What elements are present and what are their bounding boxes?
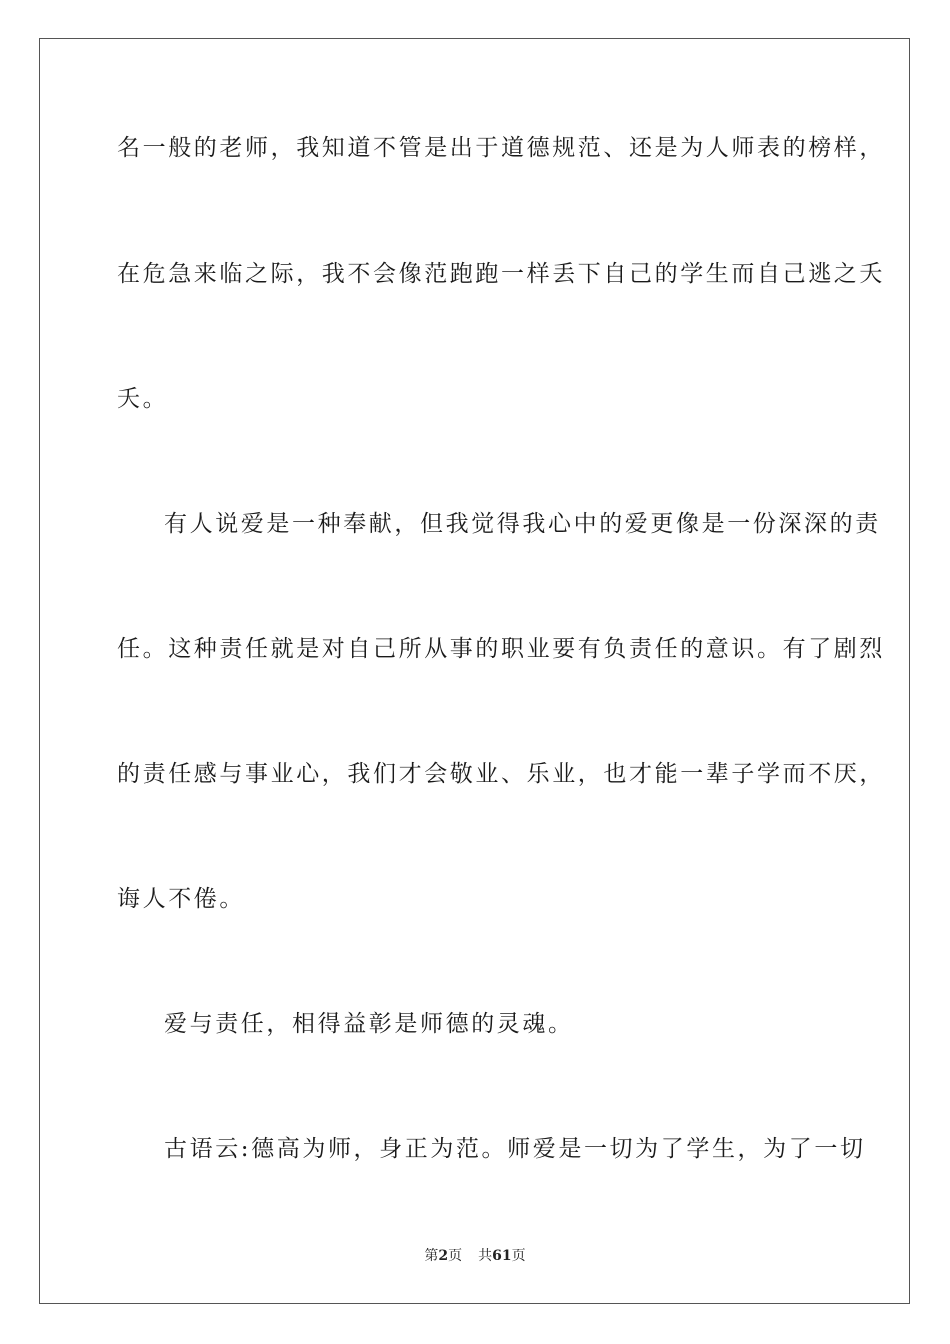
text-line-5: 任。这种责任就是对自己所从事的职业要有负责任的意识。有了剧烈 [117, 636, 885, 662]
page-prefix: 第 [424, 1248, 439, 1264]
total-prefix: 共 [478, 1248, 493, 1264]
text-line-3: 夭。 [117, 386, 169, 412]
text-line-1: 名一般的老师，我知道不管是出于道德规范、还是为人师表的榜样， [117, 135, 885, 161]
text-line-4: 有人说爱是一种奉献，但我觉得我心中的爱更像是一份深深的责 [164, 511, 881, 537]
page-suffix: 页 [448, 1248, 463, 1264]
total-pages: 61 [492, 1248, 512, 1264]
total-suffix: 页 [511, 1248, 526, 1264]
text-line-9: 古语云:德高为师，身正为范。师爱是一切为了学生，为了一切 [164, 1136, 866, 1162]
text-line-2: 在危急来临之际，我不会像范跑跑一样丢下自己的学生而自己逃之夭 [117, 261, 885, 287]
text-line-7: 诲人不倦。 [117, 886, 245, 912]
page-border [39, 38, 910, 1304]
page-footer [0, 1247, 950, 1265]
text-line-6: 的责任感与事业心，我们才会敬业、乐业，也才能一辈子学而不厌， [117, 761, 885, 787]
page-number: 2 [438, 1248, 449, 1264]
text-line-8: 爱与责任，相得益彰是师德的灵魂。 [164, 1011, 574, 1037]
